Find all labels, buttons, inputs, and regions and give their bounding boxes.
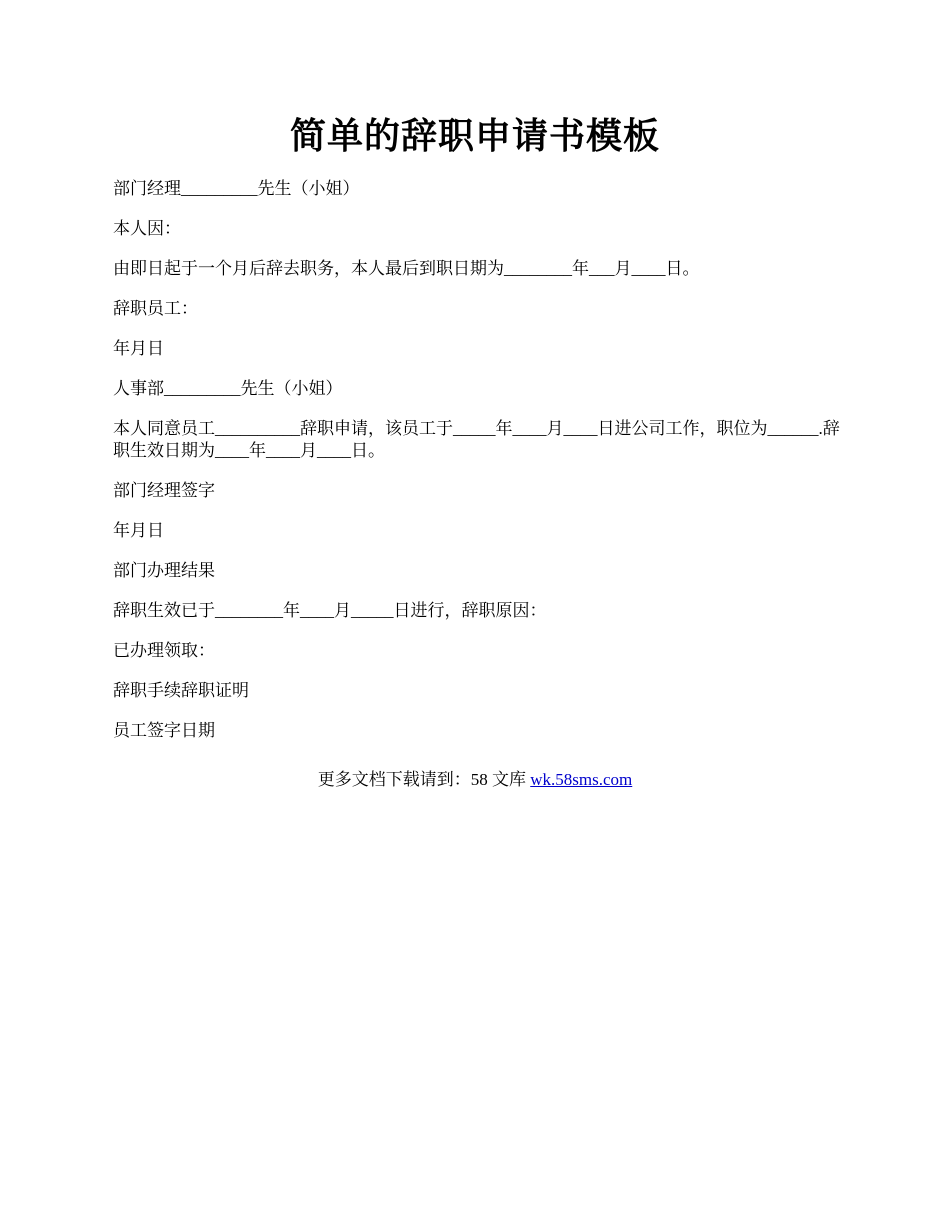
paragraph-date-2: 年月日: [113, 521, 164, 540]
paragraph-manager-salutation: 部门经理_________先生（小姐）: [113, 179, 360, 198]
paragraph-employee-signature-date: 员工签字日期: [113, 721, 215, 740]
footer-link[interactable]: wk.58sms.com: [530, 770, 633, 789]
paragraph-procedures: 辞职手续辞职证明: [113, 681, 249, 700]
paragraph-resigning-employee: 辞职员工：: [113, 299, 198, 318]
paragraph-resignation-date: 由即日起于一个月后辞去职务，本人最后到职日期为________年___月____日。: [113, 259, 700, 278]
paragraph-department-result: 部门办理结果: [113, 561, 215, 580]
paragraph-manager-signature: 部门经理签字: [113, 481, 215, 500]
document-title: 简单的辞职申请书模板: [289, 116, 660, 156]
paragraph-effective: 辞职生效已于________年____月_____日进行，辞职原因：: [113, 601, 547, 620]
document-footer: [0, 768, 950, 792]
paragraph-approval: 本人同意员工__________辞职申请，该员工于_____年____月____日进公司工作，职位为______.辞职生效日期为____年____月____日。: [113, 419, 840, 460]
paragraph-date-1: 年月日: [113, 339, 164, 358]
footer-text: 更多文档下载请到：58 文库: [317, 770, 531, 789]
document-body: [113, 178, 843, 760]
paragraph-reason: 本人因：: [113, 219, 181, 238]
paragraph-hr-salutation: 人事部_________先生（小姐）: [113, 379, 343, 398]
paragraph-collected: 已办理领取：: [113, 641, 215, 660]
